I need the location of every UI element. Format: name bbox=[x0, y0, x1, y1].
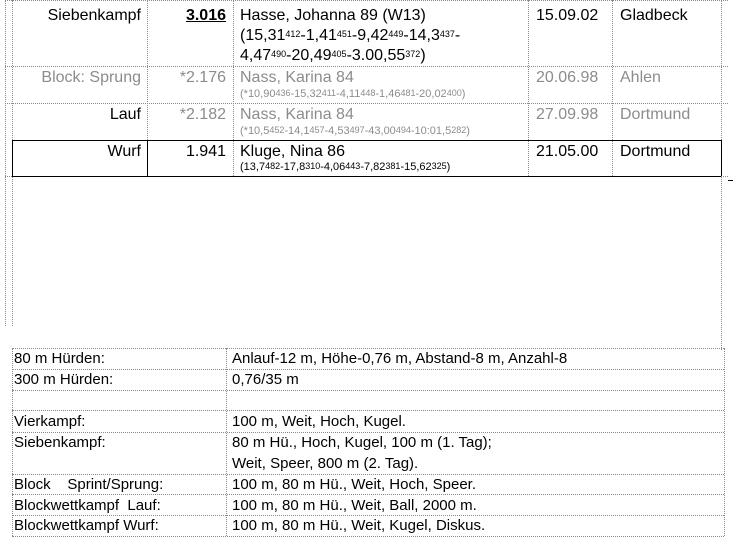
record-points: *2.182 bbox=[179, 106, 226, 123]
record-points: 1.941 bbox=[185, 143, 226, 160]
record-place: Ahlen bbox=[620, 69, 661, 86]
record-category: Lauf bbox=[109, 106, 141, 123]
record-athlete: Kluge, Nina 86 bbox=[240, 143, 345, 160]
rule-label: 300 m Hürden: bbox=[14, 371, 114, 388]
record-category: Wurf bbox=[107, 143, 141, 160]
rule-label: Blockwettkampf Lauf: bbox=[14, 497, 161, 514]
rule-value: 100 m, 80 m Hü., Weit, Ball, 2000 m. bbox=[232, 497, 477, 514]
record-athlete: Nass, Karina 84 bbox=[240, 69, 354, 86]
record-detail: (13,7$^{482}$-17,8$^{310}$-4,06$^{443}$-7,82$^{381}$-15,62$^{325}$) bbox=[240, 161, 451, 173]
record-athlete: Nass, Karina 84 bbox=[240, 106, 354, 123]
rule-value: 80 m Hü., Hoch, Kugel, 100 m (1. Tag); bbox=[232, 434, 492, 451]
record-points: *2.176 bbox=[179, 69, 226, 86]
rule-value: Anlauf-12 m, Höhe-0,76 m, Abstand-8 m, Anzahl-8 bbox=[232, 350, 568, 367]
record-detail: (*10,5$^{452}$-14,1$^{457}$-4,53$^{497}$-43,00$^{494}$-10:01,5$^{282}$) bbox=[240, 125, 470, 137]
record-place: Gladbeck bbox=[620, 7, 688, 24]
record-date: 27.09.98 bbox=[536, 106, 599, 123]
record-place: Dortmund bbox=[620, 143, 691, 160]
rule-value: 100 m, 80 m Hü., Weit, Hoch, Speer. bbox=[232, 476, 476, 493]
record-points: 3.016 bbox=[185, 7, 226, 24]
rule-value: 0,76/35 m bbox=[232, 371, 299, 388]
record-date: 15.09.02 bbox=[536, 7, 599, 24]
rule-label: 80 m Hürden: bbox=[14, 350, 105, 367]
record-date: 21.05.00 bbox=[536, 143, 599, 160]
rule-label: Blockwettkampf Wurf: bbox=[14, 517, 159, 534]
record-athlete: Hasse, Johanna 89 (W13) bbox=[240, 7, 426, 24]
record-category: Siebenkampf bbox=[47, 7, 141, 24]
rule-label: Block Sprint/Sprung: bbox=[14, 476, 164, 493]
rule-value: 100 m, Weit, Hoch, Kugel. bbox=[232, 413, 406, 430]
record-category: Block: Sprung bbox=[41, 69, 141, 86]
record-date: 20.06.98 bbox=[536, 69, 599, 86]
record-detail-line1: (15,31$^{412}$-1,41$^{451}$-9,42$^{449}$-14,3$^{437}$- bbox=[240, 27, 461, 44]
record-detail-line2: 4,47$^{490}$-20,49$^{405}$-3.00,55$^{372}$) bbox=[240, 47, 426, 64]
rule-value-continued: Weit, Speer, 800 m (2. Tag). bbox=[232, 455, 419, 472]
rule-value: 100 m, 80 m Hü., Weit, Kugel, Diskus. bbox=[232, 517, 486, 534]
record-detail: (*10,90$^{436}$-15,32$^{411}$-4,11$^{448}$-1,46$^{481}$-20,02$^{400}$) bbox=[240, 88, 466, 100]
rule-label: Siebenkampf: bbox=[14, 434, 106, 451]
rule-label: Vierkampf: bbox=[14, 413, 86, 430]
record-place: Dortmund bbox=[620, 106, 691, 123]
